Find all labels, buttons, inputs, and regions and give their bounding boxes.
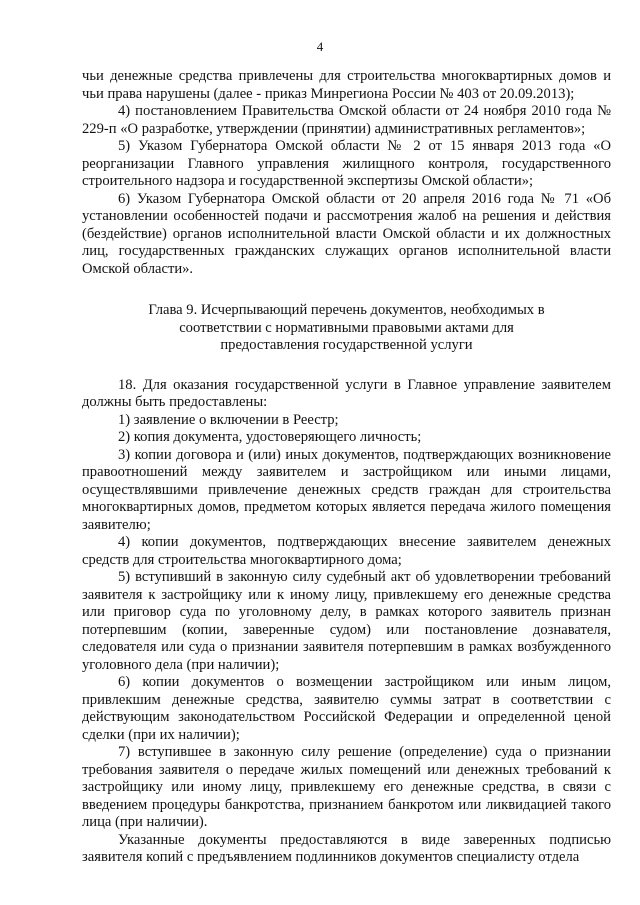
- page-number: 4: [316, 39, 324, 54]
- chapter-heading: [104, 302, 589, 355]
- paragraph-item-6-decree: 6) Указом Губернатора Омской области от 20 апреля 2016 года № 71 «Об установлении особенностей подачи и рассмотрения жалоб на решения и действия (бездействие) органов исполнительной власти Омской области и их должностных лиц, государственных гражданских служащих органов исполнительной власти Омской области».: [82, 190, 611, 277]
- chapter-heading-line: Глава 9. Исчерпывающий перечень документов, необходимых в: [148, 302, 545, 318]
- list-item-7: 7) вступившее в законную силу решение (определение) суда о признании требования заявителя о передаче жилых помещений или денежных требований к застройщику или иному лицу, привлекшему его денежные средства, в связи с введением процедуры банкротства, признанием банкротом или ликвидацией такого лица (при наличии).: [82, 744, 611, 830]
- list-item-6: 6) копии документов о возмещении застройщиком или иным лицом, привлекшим денежные средства, заявителю суммы затрат в соответствии с действующим законодательством Российской Федерации и определенной ценой сделки (при их наличии);: [82, 674, 611, 743]
- paragraph-continuation: чьи денежные средства привлечены для строительства многоквартирных домов и чьи права нарушены (далее - приказ Минрегиона России № 403 от 20.09.2013);: [82, 68, 611, 102]
- document-body: [82, 68, 611, 867]
- list-item-5: 5) вступивший в законную силу судебный акт об удовлетворении требований заявителя к застройщику или к иному лицу, привлекшему его денежные средства или приговор суда по уголовному делу, в рамках которого заявитель признан потерпевшим (копии, заверенные судом) или постановление дознавателя, следователя или суда о признании заявителя потерпевшим в рамках возбужденного уголовного дела (при наличии);: [82, 569, 611, 673]
- list-item-2: 2) копия документа, удостоверяющего личность;: [118, 429, 422, 445]
- paragraph-item-5-decree: 5) Указом Губернатора Омской области № 2 от 15 января 2013 года «О реорганизации Главного управления жилищного контроля, государственного строительного надзора и государственной экспертизы Омской области»;: [82, 138, 611, 189]
- paragraph-item-4-resolution: 4) постановлением Правительства Омской области от 24 ноября 2010 года № 229-п «О разработке, утверждении (принятии) административных регламентов»;: [82, 103, 611, 137]
- paragraph-documents-note: Указанные документы предоставляются в виде заверенных подписью заявителя копий с предъявлением подлинников документов специалисту отдела: [82, 831, 611, 865]
- chapter-heading-line: предоставления государственной услуги: [220, 337, 473, 353]
- list-item-4: 4) копии документов, подтверждающих внесение заявителем денежных средств для строительства многоквартирного дома;: [82, 534, 611, 568]
- chapter-heading-line: соответствии с нормативными правовыми актами для: [179, 319, 514, 336]
- list-item-1: 1) заявление о включении в Реестр;: [118, 411, 339, 428]
- list-item-3: 3) копии договора и (или) иных документов, подтверждающих возникновение правоотношений между заявителем и застройщиком или иными лицами, осуществлявшими привлечение денежных средств граждан для строительства многоквартирных домов, предметом которых является передача жилого помещения заявителю;: [82, 446, 611, 533]
- paragraph-18: 18. Для оказания государственной услуги в Главное управление заявителем должны быть предоставлены:: [82, 376, 611, 410]
